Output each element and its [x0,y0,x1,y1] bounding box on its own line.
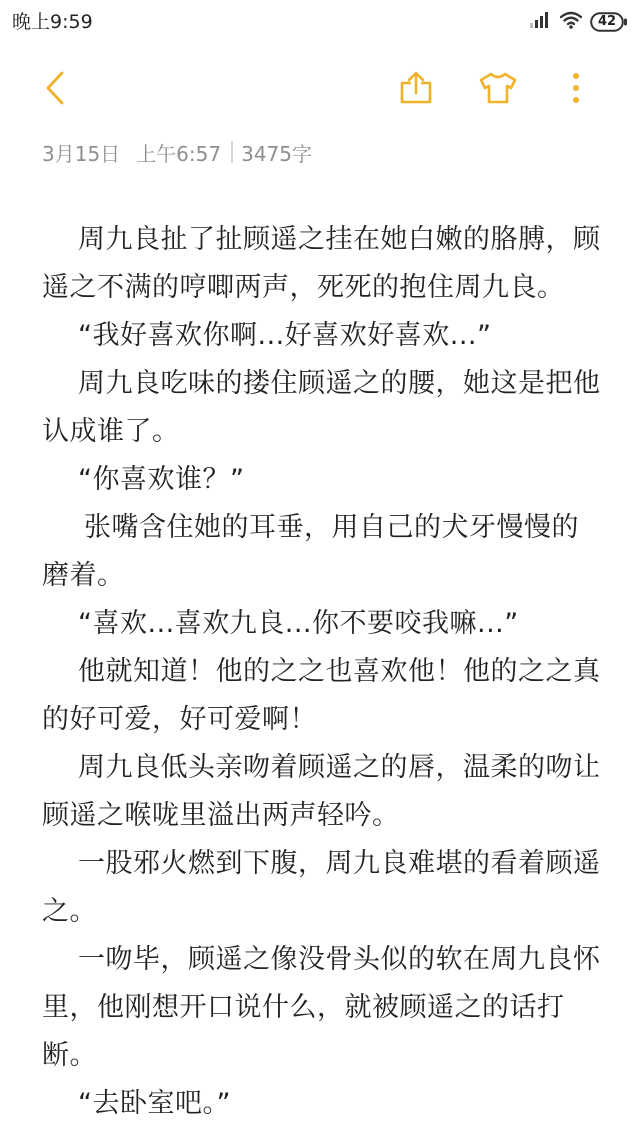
theme-button[interactable] [470,60,526,120]
note-body[interactable] [42,216,602,1128]
note-time: 上午6:57 [136,141,222,166]
paragraph: 周九良低头亲吻着顾遥之的唇，温柔的吻让顾遥之喉咙里溢出两声轻吟。 [42,752,601,831]
paragraph: “我好喜欢你啊...好喜欢好喜欢...” [78,320,492,351]
note-toolbar [0,60,640,120]
paragraph: “去卧室吧。” [78,1088,231,1119]
tshirt-icon [478,71,518,109]
paragraph: 周九良扯了扯顾遥之挂在她白嫩的胳膊，顾遥之不满的哼唧两声，死死的抱住周九良。 [42,224,601,303]
paragraph: 张嘴含住她的耳垂，用自己的犬牙慢慢的磨着。 [42,512,579,591]
more-button[interactable] [556,60,596,120]
share-icon [399,71,433,109]
battery-icon [590,12,628,32]
note-date: 3月15日 [42,141,121,166]
word-count: 3475字 [241,141,313,166]
signal-icon [530,12,550,32]
meta-divider [231,141,233,163]
paragraph: “你喜欢谁？” [78,464,245,495]
back-button[interactable] [30,60,80,120]
more-vertical-icon [572,72,580,108]
paragraph: 一股邪火燃到下腹，周九良难堪的看着顾遥之。 [42,848,601,927]
paragraph: “喜欢...喜欢九良...你不要咬我嘛...” [78,608,519,639]
share-button[interactable] [390,60,442,120]
battery-level: 42 [597,14,617,29]
status-time: 晚上9:59 [12,11,93,33]
status-bar [0,0,640,44]
chevron-left-icon [45,71,65,109]
note-meta [42,136,312,168]
wifi-icon [560,11,582,33]
paragraph: 他就知道！他的之之也喜欢他！他的之之真的好可爱，好可爱啊！ [42,656,601,735]
status-icons [530,10,628,34]
paragraph: 一吻毕，顾遥之像没骨头似的软在周九良怀里，他刚想开口说什么，就被顾遥之的话打断。 [42,944,601,1071]
paragraph: 周九良吃味的搂住顾遥之的腰，她这是把他认成谁了。 [42,368,601,447]
